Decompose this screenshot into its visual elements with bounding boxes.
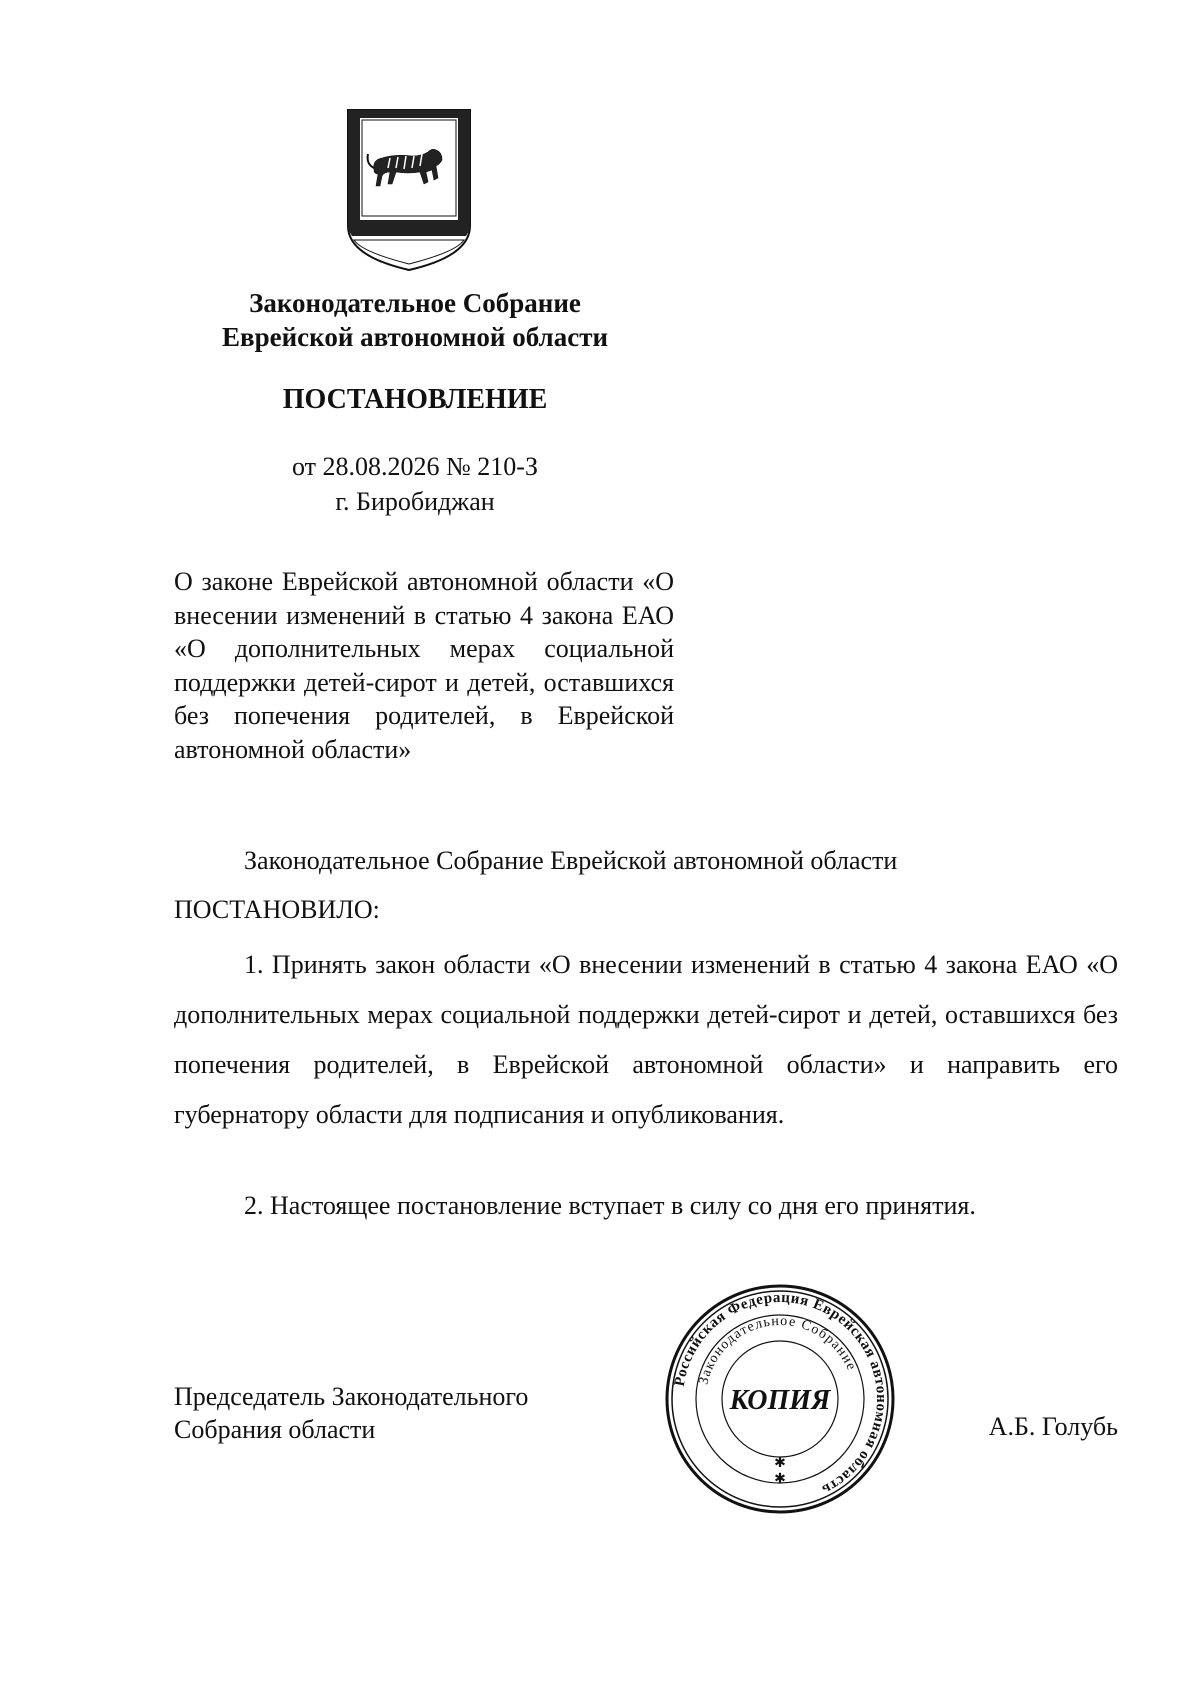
svg-text:✱: ✱ — [774, 1472, 786, 1487]
seal-center-text: КОПИЯ — [729, 1385, 831, 1416]
coat-of-arms-emblem — [346, 108, 472, 272]
resolution-item-2: 2. Настоящее постановление вступает в силу со дня его принятия. — [244, 1191, 976, 1220]
resolution-item-1: 1. Принять закон области «О внесении изменений в статью 4 закона ЕАО «О дополнительных мерах социальной поддержки детей-сирот и детей, оставшихся без попечения родителей, в Еврейской автономной области» и направить его губернатору области для подписания и опубликования. — [174, 950, 1118, 1129]
seal-outer-text: Российская Федерация Еврейская автономная область — [671, 1289, 890, 1498]
organization-title-line1: Законодательное Собрание — [249, 288, 581, 318]
document-subject: О законе Еврейской автономной области «О внесении изменений в статью 4 закона ЕАО «О дополнительных мерах социальной поддержки детей-сирот и детей, оставшихся без попечения родителей, в Еврейской автономной области» — [174, 567, 674, 764]
document-date-number: от 28.08.2026 № 210-З — [291, 452, 538, 481]
organization-title-line2: Еврейской автономной области — [221, 322, 609, 352]
body-resolved-heading: ПОСТАНОВИЛО: — [174, 895, 380, 924]
document-city: г. Биробиджан — [335, 487, 495, 516]
signatory-name: А.Б. Голубь — [988, 1412, 1118, 1441]
document-type-heading: ПОСТАНОВЛЕНИЕ — [282, 384, 548, 415]
official-seal-stamp — [664, 1283, 896, 1515]
svg-text:✱: ✱ — [774, 1456, 786, 1471]
signatory-role-line1: Председатель Законодательного — [174, 1382, 529, 1411]
body-preamble: Законодательное Собрание Еврейской автономной области — [244, 846, 898, 875]
organization-title — [180, 286, 650, 354]
signatory-role — [174, 1380, 614, 1446]
signatory-role-line2: Собрания области — [174, 1415, 376, 1444]
seal-inner-text: Законодательное Собрание — [696, 1313, 859, 1387]
